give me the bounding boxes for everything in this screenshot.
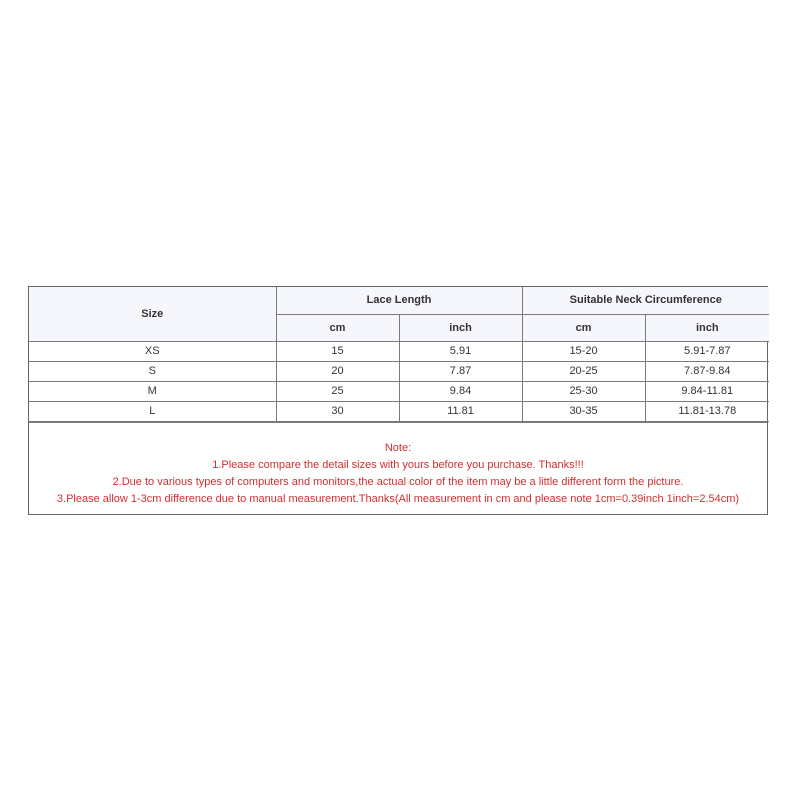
lace-inch-cell: 5.91 <box>399 341 522 361</box>
table-row <box>29 361 769 381</box>
note-line: 3.Please allow 1-3cm difference due to manual measurement.Thanks(All measurement in cm and please note 1cm=0.39inch 1inch=2.54cm) <box>56 492 740 505</box>
table-row <box>29 341 769 361</box>
neck-cm-cell: 20-25 <box>522 361 645 381</box>
neck-circumference-header: Suitable Neck Circumference <box>522 287 769 314</box>
neck-cm-cell: 30-35 <box>522 401 645 421</box>
notes-section <box>29 422 767 514</box>
size-cell: M <box>29 381 276 401</box>
note-title: Note: <box>384 441 412 454</box>
size-cell: L <box>29 401 276 421</box>
neck-inch-cell: 9.84-11.81 <box>645 381 769 401</box>
lace-cm-header: cm <box>276 314 399 341</box>
lace-cm-cell: 30 <box>276 401 399 421</box>
neck-inch-cell: 5.91-7.87 <box>645 341 769 361</box>
lace-cm-cell: 20 <box>276 361 399 381</box>
size-cell: XS <box>29 341 276 361</box>
neck-cm-cell: 15-20 <box>522 341 645 361</box>
table-row <box>29 381 769 401</box>
lace-cm-cell: 15 <box>276 341 399 361</box>
lace-cm-cell: 25 <box>276 381 399 401</box>
table-row <box>29 401 769 421</box>
size-chart <box>28 286 768 515</box>
lace-inch-cell: 7.87 <box>399 361 522 381</box>
lace-inch-cell: 11.81 <box>399 401 522 421</box>
size-table <box>29 287 769 422</box>
neck-inch-header: inch <box>645 314 769 341</box>
header-row <box>29 287 769 314</box>
neck-cm-header: cm <box>522 314 645 341</box>
neck-inch-cell: 11.81-13.78 <box>645 401 769 421</box>
note-line: 1.Please compare the detail sizes with yours before you purchase. Thanks!!! <box>212 458 584 471</box>
lace-inch-header: inch <box>399 314 522 341</box>
size-column-header: Size <box>29 287 276 341</box>
size-cell: S <box>29 361 276 381</box>
neck-inch-cell: 7.87-9.84 <box>645 361 769 381</box>
neck-cm-cell: 25-30 <box>522 381 645 401</box>
note-line: 2.Due to various types of computers and monitors,the actual color of the item may be a little different form the picture. <box>112 475 684 488</box>
lace-length-header: Lace Length <box>276 287 522 314</box>
lace-inch-cell: 9.84 <box>399 381 522 401</box>
